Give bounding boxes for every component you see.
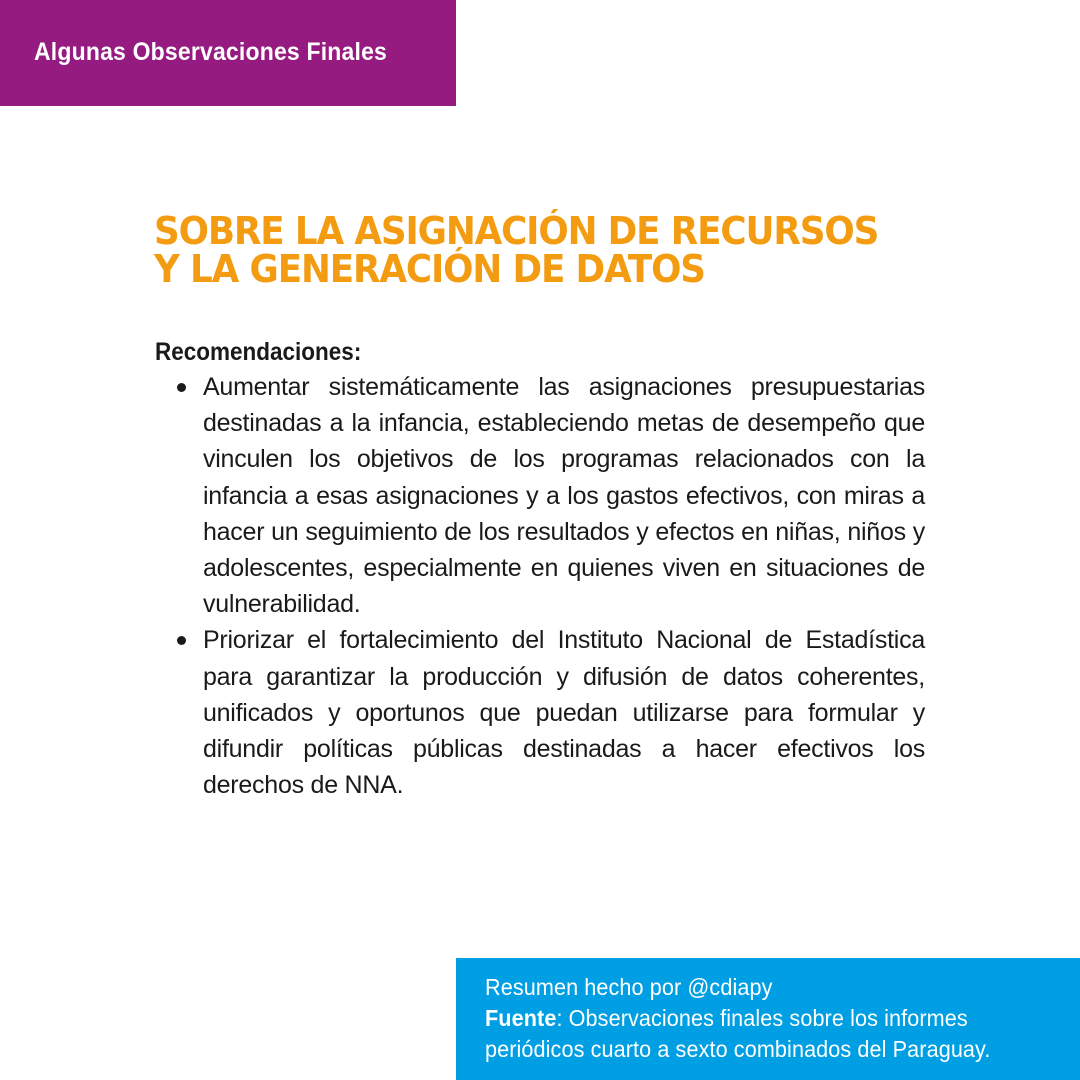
section-heading-line-2: Y LA GENERACIÓN DE DATOS bbox=[154, 247, 705, 291]
section-heading-line-1: SOBRE LA ASIGNACIÓN DE RECURSOS bbox=[154, 209, 879, 253]
list-item-text: Aumentar sistemáticamente las asignaciones presupuestarias destinadas a la infancia, estableciendo metas de desempeño que vinculen los objetivos de los programas relacionados con la infancia a esas asignaciones y a los gastos efectivos, con miras a hacer un seguimiento de los resultados y efectos en niñas, niños y adolescentes, especialmente en quienes viven en situaciones de vulnerabilidad. bbox=[203, 373, 925, 619]
footer-source-box bbox=[456, 958, 1080, 1080]
list-item-text: Priorizar el fortalecimiento del Instituto Nacional de Estadística para garantizar la producción y difusión de datos coherentes, unificados y oportunos que puedan utilizarse para formular y difundir políticas públicas destinadas a hacer efectivos los derechos de NNA. bbox=[203, 626, 925, 800]
footer-source-text: : Observaciones finales sobre los informes bbox=[556, 1005, 968, 1031]
header-band bbox=[0, 0, 456, 106]
header-title: Algunas Observaciones Finales bbox=[34, 38, 388, 66]
footer-source-text-line-2: periódicos cuarto a sexto combinados del Paraguay. bbox=[485, 1036, 991, 1062]
list-item bbox=[155, 369, 925, 622]
bullet-icon bbox=[177, 383, 186, 392]
recommendations-label: Recomendaciones: bbox=[155, 338, 362, 366]
bullet-icon bbox=[177, 636, 186, 645]
footer-summary: Resumen hecho por @cdiapy bbox=[485, 974, 773, 1000]
footer-source-label: Fuente bbox=[485, 1005, 557, 1031]
footer-source-line bbox=[485, 1003, 1026, 1034]
section-heading bbox=[154, 209, 954, 291]
recommendations-list bbox=[155, 369, 925, 803]
list-item bbox=[155, 622, 925, 803]
recommendations-content bbox=[155, 337, 925, 803]
